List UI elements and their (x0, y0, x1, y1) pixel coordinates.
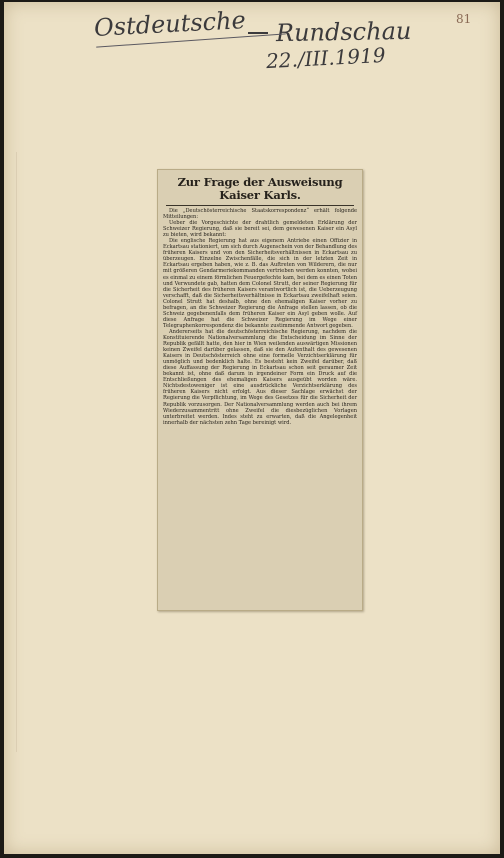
article-paragraph: Andererseits hat die deutschösterreichische Regierung, nachdem die Konstituierende Nationalversammlung die Entscheidung im Sinne der Republik gefällt hatte, den hier in Wien weilenden auswärtigen Missionen keinen Zweifel darüber gelassen, daß sie den Aufenthalt des gewesenen Kaisers in Deutschösterreich ohne eine formelle Verzichtserklärung für unmöglich und bedenklich halte. Es besteht kein Zweifel darüber, daß diese Auffassung der Regierung in Eckartsau schon seit geraumer Zeit bekannt ist, ohne daß darum in irgendeiner Form ein Druck auf die Entschließungen des ehemaligen Kaisers ausgeübt worden wäre. Nichtsdestoweniger ist eine ausdrückliche Verzichtserklärung des früheren Kaisers nicht erfolgt. Aus dieser Sachlage erwächst der Regierung die Verpflichtung, im Wege des Gesetzes für die Sicherheit der Republik vorzusorgen. Der Nationalversammlung werden auch bei ihrem Wiederzusammentritt ohne Zweifel die diesbezüglichen Vorlagen unterbreitet werden. Indes steht zu erwarten, daß die Angelegenheit innerhalb der nächsten zehn Tage bereinigt wird. (163, 328, 357, 426)
article-title: Zur Frage der Ausweisung Kaiser Karls. (177, 175, 343, 202)
article-paragraph: Die englische Regierung hat aus eigenem Antriebe einen Offizier in Eckartsau stationiert, um sich durch Augenschein von der Behandlung des früheren Kaisers und von den Sicherheitsverhältnissen in Eckartsau zu überzeugen. Einzelne Zwischenfälle, die sich in der letzten Zeit in Eckartsau ergeben haben, wie z. B. das Auftreten von Wilderern, die nur mit größeren Gendarmeriekommanden vertrieben werden konnten, wobei es einmal zu einem förmlichen Feuergefechte kam, bei dem es einen Toten und Verwundete gab, hatten dem Colonel Strutt, der seiner Regierung für die Sicherheit des früheren Kaisers verantwortlich ist, die Ueberzeugung verschafft, daß die Sicherheitsverhältnisse in Eckartsau zweifelhaft seien. Colonel Strutt hat deshalb, ohne den ehemaligen Kaiser vorher zu befragen, an die Schweizer Regierung die Anfrage stellen lassen, ob die Schweiz gegebenenfalls dem früheren Kaiser ein Asyl geben wolle. Auf diese Anfrage hat die Schweizer Regierung im Wege einer Telegraphenkorrespondenz die bekannte zustimmende Antwort gegeben. (163, 238, 357, 329)
sheet-crease (16, 152, 17, 752)
handwritten-date: 22./III.1919 (265, 42, 387, 74)
handwritten-dash (248, 32, 268, 34)
handwritten-publication-name-continued: Rundschau (275, 16, 412, 48)
handwritten-publication-name: Ostdeutsche (93, 6, 247, 42)
archive-sheet (4, 2, 500, 854)
article-paragraph: Die „Deutschösterreichische Staatskorrespondenz“ erhält folgende Mitteilungen: (163, 208, 357, 221)
newspaper-clipping (157, 169, 363, 611)
archive-page-number: 81 (456, 12, 472, 26)
article-body (163, 208, 357, 426)
article-paragraph: Ueber die Vorgeschichte der drahtlich gemeldeten Erklärung der Schweizer Regierung, daß sie bereit sei, dem gewesenen Kaiser ein Asyl zu bieten, wird bekannt: (163, 220, 357, 239)
title-rule (166, 205, 354, 206)
